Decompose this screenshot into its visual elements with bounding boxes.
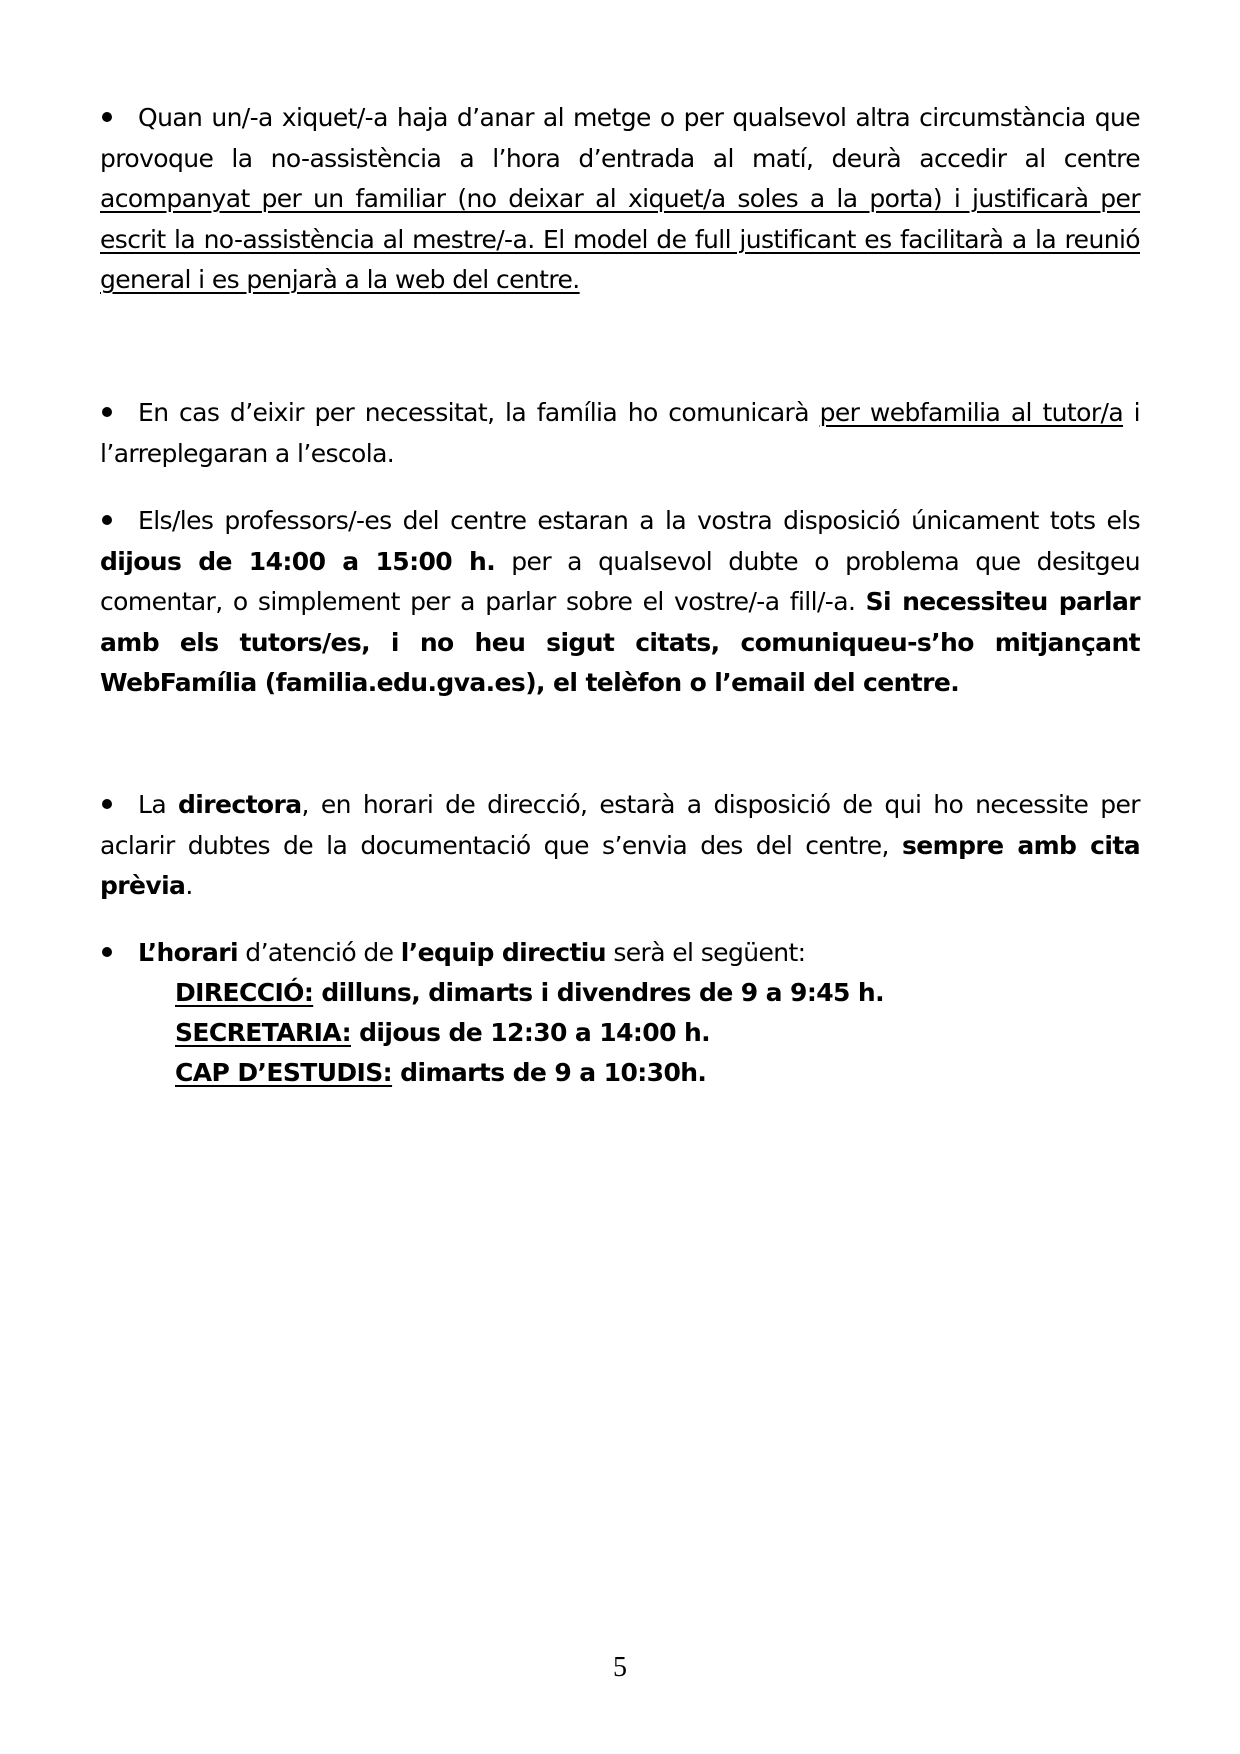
paragraph-absence-justification <box>100 98 1140 301</box>
paragraph-text: Quan un/-a xiquet/-a haja d’anar al metge o per qualsevol altra circumstància que provoque la no-assistència a l’hora d’entrada al matí, deurà accedir al centre <box>100 103 1140 173</box>
paragraph-text: serà el següent: <box>605 938 806 967</box>
schedule-label: SECRETARIA: <box>175 1018 351 1047</box>
paragraph-text: Els/les professors/-es del centre estaran a la vostra disposició únicament tots els <box>138 506 1140 535</box>
schedule-value: dilluns, dimarts i divendres de 9 a 9:45 h. <box>313 978 885 1007</box>
paragraph-text: i l’arreplegaran a l’escola. <box>100 398 1140 468</box>
paragraph-text: La <box>138 790 179 819</box>
paragraph-text: . <box>185 871 193 900</box>
schedule-value: dijous de 12:30 a 14:00 h. <box>350 1018 711 1047</box>
bullet-icon <box>102 515 112 525</box>
bullet-icon <box>102 407 112 417</box>
bold-appointment: sempre amb cita prèvia <box>100 830 1140 900</box>
schedule-line-cap-estudis <box>175 1053 706 1093</box>
paragraph-text: d’atenció de <box>237 938 401 967</box>
paragraph-teacher-availability <box>100 501 1140 704</box>
bullet-icon <box>102 112 112 122</box>
underlined-text: acompanyat per un familiar (no deixar al xiquet/a soles a la porta) i justificarà per escrit la no-assistència al mestre/-a. El model de full justificant es facilitarà a la reunió general i es penjarà a la web del centre. <box>100 184 1140 294</box>
bold-contact-info: Si necessiteu parlar amb els tutors/es, i no heu sigut citats, comuniqueu-s’ho mitjançant WebFamília (familia.edu.gva.es), el telèfon o l’email del centre. <box>100 587 1140 697</box>
underlined-text: per webfamilia al tutor/a <box>819 398 1124 427</box>
schedule-label: CAP D’ESTUDIS: <box>175 1058 393 1087</box>
paragraph-text: per a qualsevol dubte o problema que desitgeu comentar, o simplement per a parlar sobre el vostre/-a fill/-a. <box>100 546 1140 616</box>
bold-time: dijous de 14:00 a 15:00 h. <box>100 546 496 576</box>
schedule-label: DIRECCIÓ: <box>175 978 314 1007</box>
paragraph-text: , en horari de direcció, estarà a disposició de qui ho necessite per aclarir dubtes de la documentació que s’envia des del centre, <box>100 790 1140 860</box>
paragraph-management-hours <box>100 933 1140 974</box>
bold-team: l’equip directiu <box>400 938 606 967</box>
schedule-line-secretaria <box>175 1013 710 1053</box>
schedule-value: dimarts de 9 a 10:30h. <box>392 1058 707 1087</box>
paragraph-early-leave <box>100 393 1140 474</box>
paragraph-director-availability <box>100 785 1140 907</box>
bold-schedule: L’horari <box>138 938 238 967</box>
schedule-line-direccio <box>175 973 884 1013</box>
bold-role: directora <box>178 790 302 819</box>
page-number: 5 <box>613 1652 627 1683</box>
bullet-icon <box>102 799 112 809</box>
bullet-icon <box>102 947 112 957</box>
paragraph-text: En cas d’eixir per necessitat, la família ho comunicarà <box>138 398 820 427</box>
